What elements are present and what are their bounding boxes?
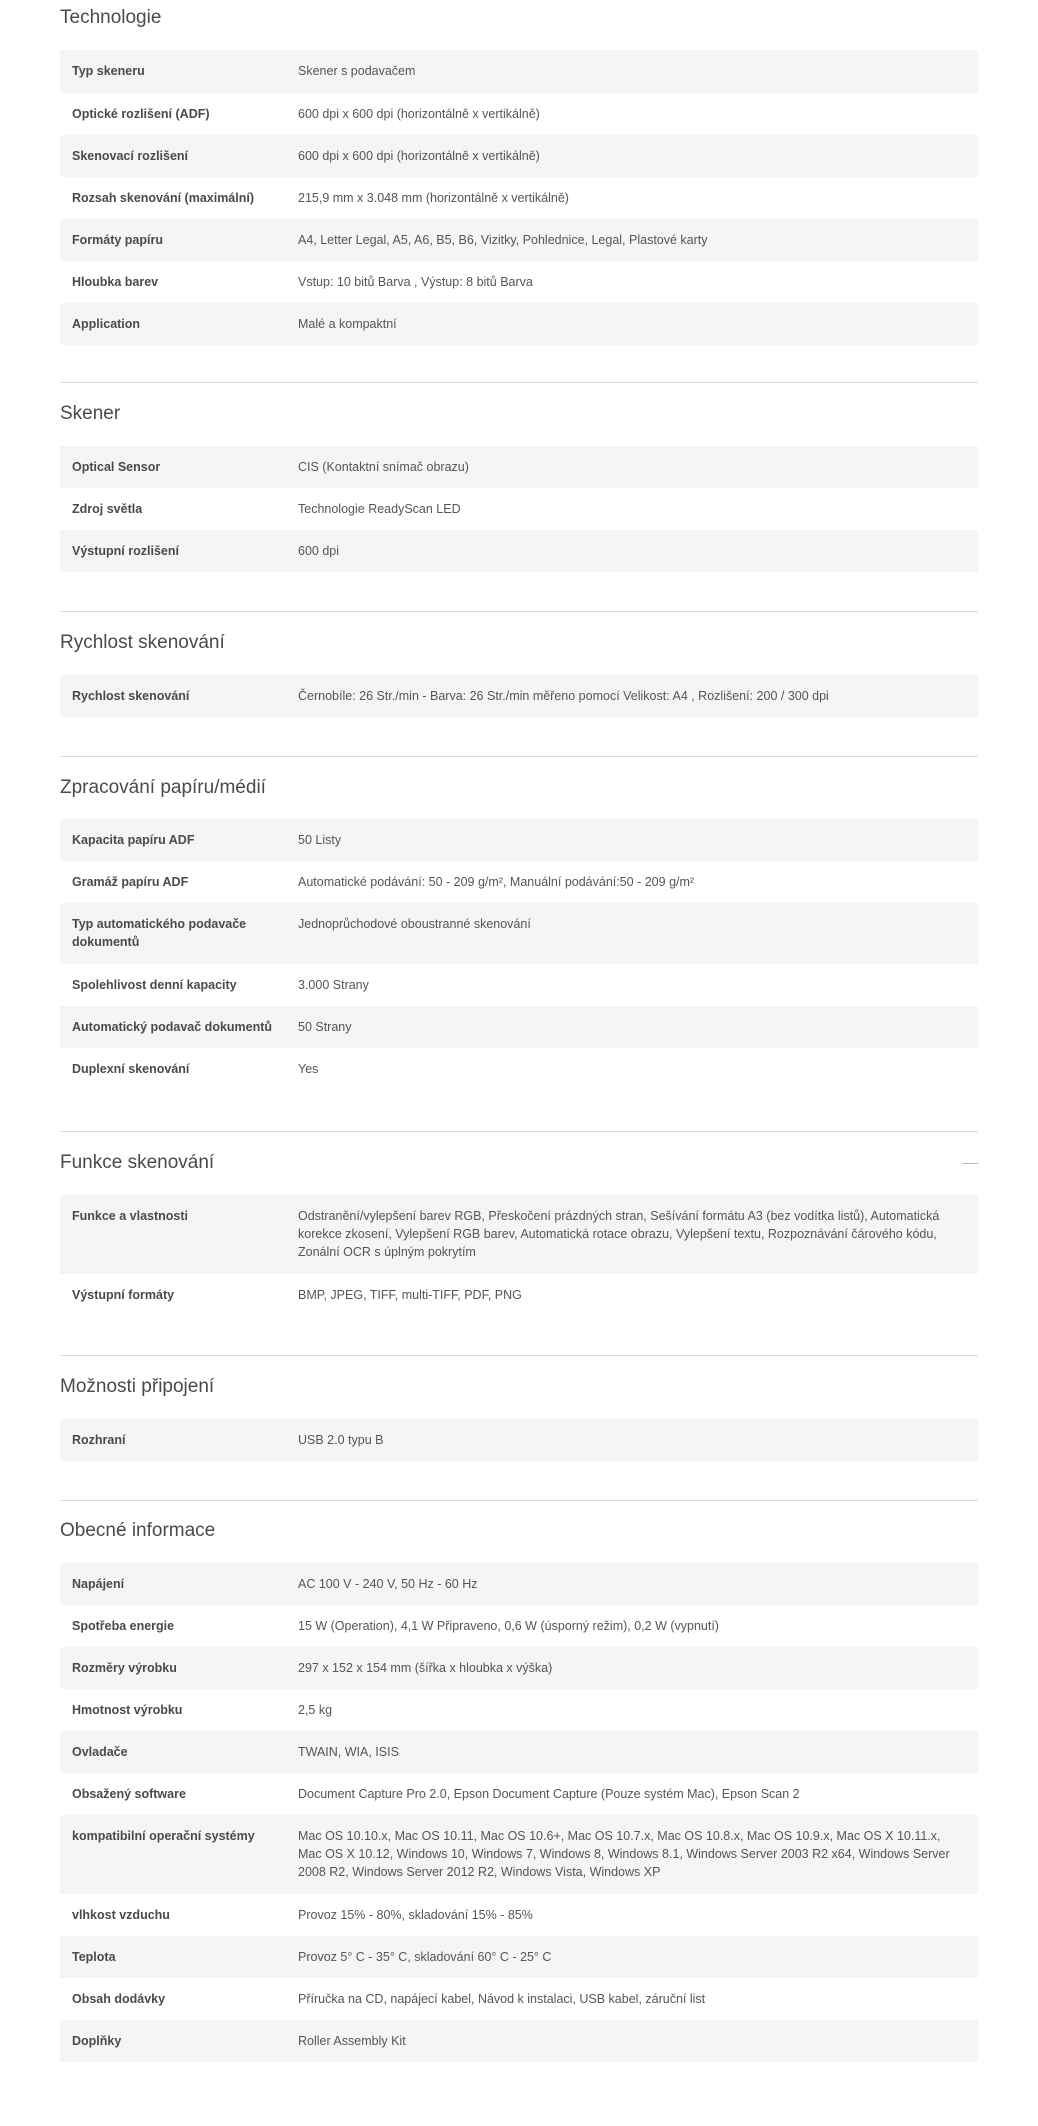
spec-label: Typ automatického podavače dokumentů [72,917,247,949]
section-divider [60,1131,978,1132]
minus-icon[interactable] [962,1163,978,1164]
spec-label: Automatický podavač dokumentů [72,1020,273,1034]
spec-label: Funkce a vlastnosti [72,1209,189,1223]
spec-value: 3.000 Strany [298,978,369,992]
spec-row [60,50,978,93]
spec-label: Skenovací rozlišení [72,149,189,163]
spec-table [60,819,978,1090]
spec-label: Application [72,317,141,331]
spec-value: TWAIN, WIA, ISIS [298,1745,399,1759]
spec-row [60,1731,978,1773]
spec-label: Ovladače [72,1745,128,1759]
spec-row [60,1647,978,1689]
spec-label: Duplexní skenování [72,1062,190,1076]
spec-label: Kapacita papíru ADF [72,833,195,847]
spec-value: AC 100 V - 240 V, 50 Hz - 60 Hz [298,1577,478,1591]
spec-label: Obsažený software [72,1787,186,1801]
spec-row [60,1978,978,2020]
spec-label: Napájení [72,1577,125,1591]
spec-value: Technologie ReadyScan LED [298,502,461,516]
spec-label: Gramáž papíru ADF [72,875,189,889]
spec-label: Výstupní rozlišení [72,544,179,558]
spec-row [60,861,978,903]
spec-row [60,488,978,530]
spec-value: 50 Strany [298,1020,352,1034]
spec-row [60,1605,978,1647]
section-title: Zpracování papíru/médií [60,777,266,798]
spec-label: Rychlost skenování [72,689,190,703]
section-funkce-skenovani [60,1152,978,1302]
section-technologie [60,7,978,331]
spec-value: 600 dpi x 600 dpi (horizontálně x vertikálně) [298,107,540,121]
spec-row [60,530,978,572]
spec-row [60,964,978,1006]
section-moznosti-pripojeni [60,1376,978,1447]
spec-row [60,135,978,177]
spec-row [60,1689,978,1731]
spec-value: Černobíle: 26 Str./min - Barva: 26 Str./min měřeno pomocí Velikost: A4 , Rozlišení: 200 / 300 dpi [298,689,829,703]
spec-row [60,1773,978,1815]
spec-value: USB 2.0 typu B [298,1433,384,1447]
spec-value: CIS (Kontaktní snímač obrazu) [298,460,469,474]
spec-table [60,675,978,717]
spec-value: 600 dpi [298,544,340,558]
section-divider [60,611,978,612]
spec-row [60,261,978,303]
spec-row [60,446,978,488]
spec-label: Teplota [72,1950,116,1964]
spec-row [60,1815,978,1894]
spec-value: Odstranění/vylepšení barev RGB, Přeskočení prázdných stran, Sešívání formátu A3 (bez vodítka listů), Automatická korekce zkosení, Vylepšení RGB barev, Automatická rotace obrazu, Vylepšení textu, Rozpoznávání čárového kódu, Zonální OCR s úplným pokrytím [298,1209,940,1259]
spec-value: Automatické podávání: 50 - 209 g/m², Manuální podávání:50 - 209 g/m² [298,875,695,889]
section-divider [60,1500,978,1501]
spec-label: Rozměry výrobku [72,1661,177,1675]
spec-row [60,1419,978,1461]
section-title [60,1152,978,1174]
spec-row [60,819,978,861]
spec-value: A4, Letter Legal, A5, A6, B5, B6, Vizitky, Pohlednice, Legal, Plastové karty [298,233,708,247]
spec-value: Document Capture Pro 2.0, Epson Document Capture (Pouze systém Mac), Epson Scan 2 [298,1787,800,1801]
section-title: Možnosti připojení [60,1376,215,1397]
spec-label: Zdroj světla [72,502,143,516]
section-divider [60,1355,978,1356]
spec-label: Hloubka barev [72,275,159,289]
spec-value: Provoz 15% - 80%, skladování 15% - 85% [298,1908,533,1922]
spec-value: Skener s podavačem [298,64,416,78]
spec-label: Rozhraní [72,1433,126,1447]
spec-value: BMP, JPEG, TIFF, multi-TIFF, PDF, PNG [298,1288,522,1302]
spec-row [60,1006,978,1048]
spec-value: Malé a kompaktní [298,317,397,331]
section-zpracovani-papiru [60,777,978,1076]
spec-table [60,446,978,572]
spec-value: 15 W (Operation), 4,1 W Připraveno, 0,6 W (úsporný režim), 0,2 W (vypnutí) [298,1619,719,1633]
spec-label: Hmotnost výrobku [72,1703,183,1717]
spec-row [60,303,978,345]
section-title: Skener [60,403,121,424]
section-divider [60,756,978,757]
spec-label: Formáty papíru [72,233,163,247]
spec-row [60,219,978,261]
spec-value: Jednoprůchodové oboustranné skenování [298,917,531,931]
spec-table [60,1419,978,1461]
spec-value: Vstup: 10 bitů Barva , Výstup: 8 bitů Barva [298,275,533,289]
section-title: Rychlost skenování [60,632,225,653]
spec-row [60,93,978,135]
spec-value: Příručka na CD, napájecí kabel, Návod k instalaci, USB kabel, záruční list [298,1992,706,2006]
spec-table [60,1563,978,2062]
spec-label: Optické rozlišení (ADF) [72,107,210,121]
spec-row [60,1274,978,1316]
spec-label: Typ skeneru [72,64,145,78]
section-skener [60,403,978,558]
section-title: Technologie [60,7,162,28]
spec-row [60,1563,978,1605]
spec-value: 2,5 kg [298,1703,333,1717]
spec-value: Yes [298,1062,319,1076]
section-rychlost-skenovani [60,632,978,703]
spec-value: Roller Assembly Kit [298,2034,406,2048]
section-title: Obecné informace [60,1520,216,1541]
spec-label: kompatibilní operační systémy [72,1829,255,1843]
spec-value: 215,9 mm x 3.048 mm (horizontálně x vertikálně) [298,191,569,205]
section-title-text: Funkce skenování [60,1152,215,1173]
spec-label: Obsah dodávky [72,1992,166,2006]
spec-label: Výstupní formáty [72,1288,175,1302]
spec-table [60,50,978,345]
spec-row [60,1048,978,1090]
spec-value: 297 x 152 x 154 mm (šířka x hloubka x výška) [298,1661,553,1675]
spec-label: Spolehlivost denní kapacity [72,978,237,992]
spec-row [60,177,978,219]
spec-row [60,2020,978,2062]
spec-value: Provoz 5° C - 35° C, skladování 60° C - 25° C [298,1950,552,1964]
spec-row [60,1894,978,1936]
spec-row [60,675,978,717]
spec-table [60,1195,978,1316]
spec-label: Doplňky [72,2034,122,2048]
spec-label: Rozsah skenování (maximální) [72,191,255,205]
spec-value: 600 dpi x 600 dpi (horizontálně x vertikálně) [298,149,540,163]
spec-value: 50 Listy [298,833,342,847]
spec-row [60,1195,978,1274]
spec-row [60,903,978,964]
section-obecne-informace [60,1520,978,2048]
spec-row [60,1936,978,1978]
section-divider [60,382,978,383]
spec-value: Mac OS 10.10.x, Mac OS 10.11, Mac OS 10.6+, Mac OS 10.7.x, Mac OS 10.8.x, Mac OS 10.9.x, Mac OS X 10.11.x, Mac OS X 10.12, Windows 10, Windows 7, Windows 8, Windows 8.1, Windows Server 2003 R2 x64, Windows Server 2008 R2, Windows Server 2012 R2, Windows Vista, Windows XP [298,1829,950,1879]
spec-label: Spotřeba energie [72,1619,175,1633]
spec-label: Optical Sensor [72,460,161,474]
spec-label: vlhkost vzduchu [72,1908,170,1922]
